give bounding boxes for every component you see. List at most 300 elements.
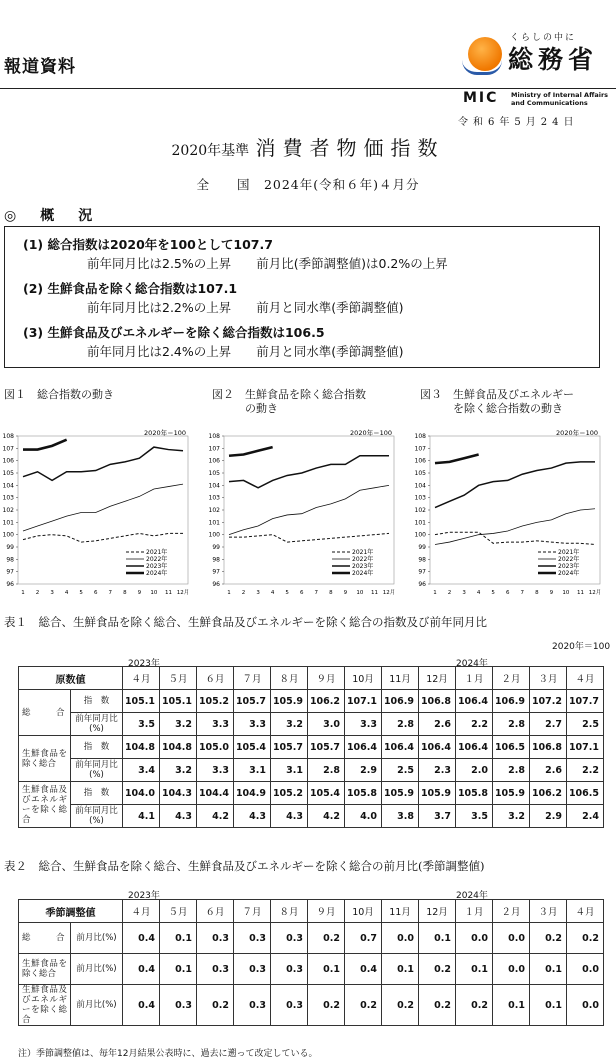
y-tick-label: 106 xyxy=(414,457,426,465)
summary-item-1 xyxy=(23,235,273,253)
x-tick-label: 10 xyxy=(150,590,158,596)
table-cell: 3.1 xyxy=(271,759,308,782)
column-header: １月 xyxy=(456,667,493,690)
table-cell: 107.1 xyxy=(345,690,382,713)
table-cell: 104.0 xyxy=(123,782,160,805)
x-tick-label: 6 xyxy=(505,590,510,596)
table-cell: 2.7 xyxy=(530,713,567,736)
table-cell: 0.2 xyxy=(345,985,382,1026)
table-cell: 106.2 xyxy=(530,782,567,805)
fig2-caption-line-1: 図２ 生鮮食品を除く総合指数 xyxy=(212,388,366,401)
x-tick-label: 11 xyxy=(370,590,378,596)
x-tick-label: 9 xyxy=(549,590,554,596)
y-tick-label: 103 xyxy=(208,494,220,502)
legend-label: 2021年 xyxy=(146,549,168,556)
ministry-name: 総務省 xyxy=(508,45,599,74)
series-line-2021年 xyxy=(229,533,389,542)
fig3-caption xyxy=(420,388,574,416)
x-tick-label: 8 xyxy=(535,590,539,596)
table-cell: 2.2 xyxy=(567,759,604,782)
table-cell: 105.1 xyxy=(160,690,197,713)
table-cell: 106.4 xyxy=(382,736,419,759)
title-base: 2020年基準 xyxy=(171,143,250,159)
y-tick-label: 104 xyxy=(2,482,14,490)
legend-label: 2021年 xyxy=(352,549,374,556)
table1-caption: 表１ 総合、生鮮食品を除く総合、生鮮食品及びエネルギーを除く総合の指数及び前年同月比 xyxy=(4,615,487,629)
x-tick-label: 12月 xyxy=(382,590,396,596)
y-tick-label: 98 xyxy=(6,556,14,564)
table-cell: 0.2 xyxy=(530,923,567,954)
x-tick-label: 9 xyxy=(343,590,348,596)
column-header: 10月 xyxy=(345,667,382,690)
x-tick-label: 6 xyxy=(93,590,98,596)
y-tick-label: 96 xyxy=(212,581,220,588)
table1-year-2023: 2023年 xyxy=(128,659,160,669)
y-tick-label: 105 xyxy=(2,470,14,477)
table-cell: 0.3 xyxy=(197,923,234,954)
table-cell: 0.3 xyxy=(234,954,271,985)
table-cell: 0.4 xyxy=(123,923,160,954)
table-cell: 3.2 xyxy=(160,713,197,736)
x-tick-label: 8 xyxy=(123,590,127,596)
x-tick-label: 3 xyxy=(256,590,260,596)
legend-label: 2024年 xyxy=(352,570,374,577)
y-tick-label: 106 xyxy=(208,457,220,465)
header-divider xyxy=(0,88,616,89)
table-cell: 0.3 xyxy=(234,985,271,1026)
summary-main: 生鮮食品を除く総合指数は107.1 xyxy=(47,281,238,296)
title-main: 消費者物価指数 xyxy=(255,136,445,160)
summary-item-2 xyxy=(23,279,237,297)
legend-label: 2023年 xyxy=(146,563,168,570)
table-cell: 3.3 xyxy=(197,759,234,782)
table-cell: 3.4 xyxy=(123,759,160,782)
y-tick-label: 99 xyxy=(6,544,14,551)
x-tick-label: 12月 xyxy=(588,590,602,596)
column-header: ７月 xyxy=(234,667,271,690)
table2-caption: 表２ 総合、生鮮食品を除く総合、生鮮食品及びエネルギーを除く総合の前月比(季節調整値) xyxy=(4,859,485,873)
page-subtitle: 全 国 2024年(令和６年)４月分 xyxy=(196,177,420,192)
table-cell: 106.5 xyxy=(493,736,530,759)
summary-num: (2) xyxy=(23,281,44,296)
y-tick-label: 102 xyxy=(208,507,220,514)
table-cell: 2.6 xyxy=(530,759,567,782)
x-tick-label: 1 xyxy=(21,590,25,596)
table-cell: 3.3 xyxy=(234,713,271,736)
table-corner: 季節調整値 xyxy=(19,900,123,923)
row-label: 前月比(%) xyxy=(71,954,123,985)
table-cell: 104.8 xyxy=(160,736,197,759)
summary-detail-3: 前年同月比は2.4%の上昇 前月と同水準(季節調整値) xyxy=(87,344,404,359)
summary-item-3 xyxy=(23,323,325,341)
x-tick-label: 2 xyxy=(447,590,452,596)
table-cell: 106.2 xyxy=(308,690,345,713)
y-tick-label: 101 xyxy=(2,519,14,527)
table-corner: 原数値 xyxy=(19,667,123,690)
table-row xyxy=(19,736,604,759)
y-tick-label: 106 xyxy=(2,457,14,465)
table-cell: 3.8 xyxy=(382,805,419,828)
fig2-caption-line-2: の動き xyxy=(212,402,278,415)
x-tick-label: 9 xyxy=(137,590,142,596)
x-tick-label: 7 xyxy=(314,590,319,596)
y-tick-label: 98 xyxy=(418,556,426,564)
table-cell: 4.3 xyxy=(271,805,308,828)
column-header: ５月 xyxy=(160,667,197,690)
column-header: ３月 xyxy=(530,667,567,690)
y-tick-label: 99 xyxy=(212,544,220,551)
y-tick-label: 107 xyxy=(414,445,426,453)
table-cell: 105.2 xyxy=(271,782,308,805)
y-tick-label: 104 xyxy=(208,482,220,490)
row-label: 指 数 xyxy=(71,782,123,805)
table-row xyxy=(19,985,604,1026)
table-cell: 106.4 xyxy=(456,690,493,713)
chart-fig1 xyxy=(0,428,200,600)
table-cell: 0.2 xyxy=(197,985,234,1026)
page-title xyxy=(0,132,616,161)
table-cell: 2.0 xyxy=(456,759,493,782)
legend-label: 2024年 xyxy=(558,570,580,577)
x-tick-label: 5 xyxy=(285,590,289,596)
series-line-2021年 xyxy=(435,532,595,544)
table-cell: 105.7 xyxy=(234,690,271,713)
row-group-label: 生鮮食品を除く総合 xyxy=(19,736,71,782)
table-cell: 3.5 xyxy=(123,713,160,736)
table-cell: 106.8 xyxy=(419,690,456,713)
summary-num: (3) xyxy=(23,325,44,340)
row-label: 指 数 xyxy=(71,690,123,713)
x-tick-label: 12月 xyxy=(176,590,190,596)
table-cell: 105.8 xyxy=(345,782,382,805)
table-cell: 3.2 xyxy=(160,759,197,782)
base-note: 2020年＝100 xyxy=(144,429,186,437)
table2 xyxy=(18,899,604,1026)
table1 xyxy=(18,666,604,828)
table-cell: 0.1 xyxy=(308,954,345,985)
logo-swoosh-icon xyxy=(462,60,502,75)
table-cell: 4.0 xyxy=(345,805,382,828)
row-label: 指 数 xyxy=(71,736,123,759)
y-tick-label: 103 xyxy=(2,494,14,502)
x-tick-label: 10 xyxy=(356,590,364,596)
ministry-tagline: くらしの中に xyxy=(510,33,577,43)
table-cell: 0.1 xyxy=(530,985,567,1026)
series-line-2023年 xyxy=(23,447,183,480)
legend-label: 2022年 xyxy=(558,556,580,563)
y-tick-label: 98 xyxy=(212,556,220,564)
summary-num: (1) xyxy=(23,237,44,252)
table-cell: 107.2 xyxy=(530,690,567,713)
x-tick-label: 2 xyxy=(241,590,246,596)
document-type: 報道資料 xyxy=(4,57,76,77)
table-cell: 2.8 xyxy=(382,713,419,736)
table-cell: 105.9 xyxy=(493,782,530,805)
table-cell: 0.1 xyxy=(160,954,197,985)
table-cell: 4.2 xyxy=(197,805,234,828)
table-cell: 105.4 xyxy=(308,782,345,805)
x-tick-label: 4 xyxy=(64,590,69,596)
table-row xyxy=(19,690,604,713)
table-cell: 4.3 xyxy=(160,805,197,828)
legend-label: 2023年 xyxy=(558,563,580,570)
column-header: ９月 xyxy=(308,900,345,923)
table-cell: 105.8 xyxy=(456,782,493,805)
table-cell: 0.0 xyxy=(493,923,530,954)
y-tick-label: 97 xyxy=(6,568,14,576)
table-cell: 4.3 xyxy=(234,805,271,828)
summary-heading: ◎ 概 況 xyxy=(4,208,98,224)
table-cell: 4.2 xyxy=(308,805,345,828)
column-header: ４月 xyxy=(123,667,160,690)
table-cell: 0.2 xyxy=(382,985,419,1026)
table-cell: 3.2 xyxy=(271,713,308,736)
table-cell: 0.4 xyxy=(123,985,160,1026)
table-cell: 106.9 xyxy=(493,690,530,713)
y-tick-label: 100 xyxy=(208,531,220,539)
series-line-2024年 xyxy=(229,447,273,456)
table-cell: 0.1 xyxy=(382,954,419,985)
table-cell: 105.7 xyxy=(308,736,345,759)
series-line-2023年 xyxy=(435,462,595,508)
row-group-label: 生鮮食品及びエネルギーを除く総合 xyxy=(19,985,71,1026)
table-cell: 0.3 xyxy=(271,923,308,954)
legend-label: 2022年 xyxy=(352,556,374,563)
y-tick-label: 97 xyxy=(418,568,426,576)
table-row xyxy=(19,782,604,805)
series-line-2024年 xyxy=(435,455,479,464)
table-cell: 3.7 xyxy=(419,805,456,828)
table-row xyxy=(19,954,604,985)
table-row xyxy=(19,805,604,828)
chart-fig2 xyxy=(206,428,406,600)
row-label: 前月比(%) xyxy=(71,985,123,1026)
table-cell: 2.9 xyxy=(530,805,567,828)
y-tick-label: 105 xyxy=(414,470,426,477)
x-tick-label: 2 xyxy=(35,590,40,596)
table-cell: 106.9 xyxy=(382,690,419,713)
row-group-label: 生鮮食品及びエネルギーを除く総合 xyxy=(19,782,71,828)
x-tick-label: 10 xyxy=(562,590,570,596)
table-row xyxy=(19,759,604,782)
table-cell: 105.4 xyxy=(234,736,271,759)
column-header: 11月 xyxy=(382,667,419,690)
fig2-caption xyxy=(212,388,366,416)
fig3-caption-line-1: 図３ 生鮮食品及びエネルギー xyxy=(420,388,574,401)
y-tick-label: 100 xyxy=(414,531,426,539)
table-cell: 105.9 xyxy=(382,782,419,805)
x-tick-label: 3 xyxy=(462,590,466,596)
series-line-2022年 xyxy=(23,484,183,531)
table-cell: 105.2 xyxy=(197,690,234,713)
table-cell: 0.1 xyxy=(493,985,530,1026)
summary-detail-2: 前年同月比は2.2%の上昇 前月と同水準(季節調整値) xyxy=(87,300,404,315)
legend-label: 2024年 xyxy=(146,570,168,577)
column-header: 12月 xyxy=(419,667,456,690)
table2-year-2023: 2023年 xyxy=(128,891,160,901)
column-header: ６月 xyxy=(197,900,234,923)
base-note: 2020年＝100 xyxy=(556,429,598,437)
column-header: ４月 xyxy=(567,900,604,923)
table-cell: 2.2 xyxy=(456,713,493,736)
x-tick-label: 5 xyxy=(491,590,495,596)
column-header: ４月 xyxy=(567,667,604,690)
y-tick-label: 102 xyxy=(2,507,14,514)
table-row xyxy=(19,923,604,954)
table2-year-2024: 2024年 xyxy=(456,891,488,901)
row-group-label: 生鮮食品を除く総合 xyxy=(19,954,71,985)
column-header: ４月 xyxy=(123,900,160,923)
base-note: 2020年＝100 xyxy=(350,429,392,437)
mic-english-line-1: Ministry of Internal Affairs xyxy=(511,91,609,99)
row-label: 前年同月比(%) xyxy=(71,759,123,782)
table-cell: 105.7 xyxy=(271,736,308,759)
column-header: 12月 xyxy=(419,900,456,923)
table1-year-2024: 2024年 xyxy=(456,659,488,669)
table-cell: 2.8 xyxy=(493,759,530,782)
y-tick-label: 107 xyxy=(2,445,14,453)
table-cell: 2.6 xyxy=(419,713,456,736)
table-cell: 107.7 xyxy=(567,690,604,713)
table-cell: 104.8 xyxy=(123,736,160,759)
column-header: 11月 xyxy=(382,900,419,923)
column-header: １月 xyxy=(456,900,493,923)
x-tick-label: 11 xyxy=(576,590,584,596)
x-tick-label: 4 xyxy=(476,590,481,596)
table-cell: 2.8 xyxy=(308,759,345,782)
column-header: 10月 xyxy=(345,900,382,923)
series-line-2024年 xyxy=(23,440,67,450)
table-cell: 2.5 xyxy=(567,713,604,736)
table-cell: 0.3 xyxy=(234,923,271,954)
x-tick-label: 1 xyxy=(227,590,231,596)
column-header: ２月 xyxy=(493,667,530,690)
table-cell: 104.3 xyxy=(160,782,197,805)
x-tick-label: 5 xyxy=(79,590,83,596)
series-line-2023年 xyxy=(229,456,389,488)
summary-main: 生鮮食品及びエネルギーを除く総合指数は106.5 xyxy=(47,325,325,340)
x-tick-label: 6 xyxy=(299,590,304,596)
y-tick-label: 107 xyxy=(208,445,220,453)
mic-english-line-2: and Communications xyxy=(511,99,588,107)
row-label: 前月比(%) xyxy=(71,923,123,954)
y-tick-label: 100 xyxy=(2,531,14,539)
mic-english xyxy=(511,91,608,107)
table-cell: 0.4 xyxy=(123,954,160,985)
summary-main: 総合指数は2020年を100として107.7 xyxy=(47,237,273,252)
table-cell: 105.9 xyxy=(419,782,456,805)
table-cell: 0.2 xyxy=(419,954,456,985)
y-tick-label: 96 xyxy=(418,581,426,588)
y-tick-label: 101 xyxy=(208,519,220,527)
y-tick-label: 108 xyxy=(2,433,14,440)
column-header: ２月 xyxy=(493,900,530,923)
table-cell: 2.8 xyxy=(493,713,530,736)
series-line-2022年 xyxy=(229,485,389,534)
table-cell: 0.0 xyxy=(382,923,419,954)
table-cell: 0.0 xyxy=(567,954,604,985)
table-cell: 2.3 xyxy=(419,759,456,782)
table-cell: 106.4 xyxy=(345,736,382,759)
table-cell: 0.3 xyxy=(271,954,308,985)
table-row xyxy=(19,713,604,736)
mic-label: MIC xyxy=(463,90,499,106)
table-cell: 105.9 xyxy=(271,690,308,713)
table-cell: 106.4 xyxy=(456,736,493,759)
table-cell: 0.1 xyxy=(160,923,197,954)
legend-label: 2023年 xyxy=(352,563,374,570)
y-tick-label: 96 xyxy=(6,581,14,588)
table-header-row xyxy=(19,667,604,690)
x-tick-label: 3 xyxy=(50,590,54,596)
row-group-label: 総 合 xyxy=(19,690,71,736)
table-cell: 0.0 xyxy=(456,923,493,954)
table-cell: 3.3 xyxy=(345,713,382,736)
table-cell: 0.3 xyxy=(197,954,234,985)
column-header: ７月 xyxy=(234,900,271,923)
table-cell: 0.4 xyxy=(345,954,382,985)
y-tick-label: 103 xyxy=(414,494,426,502)
fig3-caption-line-2: を除く総合指数の動き xyxy=(420,402,563,415)
y-tick-label: 97 xyxy=(212,568,220,576)
table-cell: 105.0 xyxy=(197,736,234,759)
table1-unit: 2020年＝100 xyxy=(552,642,611,652)
legend-label: 2022年 xyxy=(146,556,168,563)
table-cell: 3.0 xyxy=(308,713,345,736)
table-cell: 106.5 xyxy=(567,782,604,805)
table-cell: 3.5 xyxy=(456,805,493,828)
table-cell: 104.9 xyxy=(234,782,271,805)
fig1-caption: 図１ 総合指数の動き xyxy=(4,388,114,401)
table-cell: 0.2 xyxy=(308,985,345,1026)
x-tick-label: 4 xyxy=(270,590,275,596)
table-cell: 0.2 xyxy=(308,923,345,954)
row-group-label: 総 合 xyxy=(19,923,71,954)
y-tick-label: 99 xyxy=(418,544,426,551)
table-cell: 0.7 xyxy=(345,923,382,954)
x-tick-label: 11 xyxy=(164,590,172,596)
table-cell: 106.8 xyxy=(530,736,567,759)
column-header: ８月 xyxy=(271,667,308,690)
column-header: ８月 xyxy=(271,900,308,923)
column-header: ９月 xyxy=(308,667,345,690)
table-cell: 104.4 xyxy=(197,782,234,805)
summary-detail-1: 前年同月比は2.5%の上昇 前月比(季節調整値)は0.2%の上昇 xyxy=(87,256,448,271)
table-cell: 2.9 xyxy=(345,759,382,782)
table-cell: 4.1 xyxy=(123,805,160,828)
y-tick-label: 102 xyxy=(414,507,426,514)
row-label: 前年同月比(%) xyxy=(71,713,123,736)
release-date: 令和6年5月24日 xyxy=(458,117,579,128)
table-cell: 0.1 xyxy=(530,954,567,985)
column-header: ３月 xyxy=(530,900,567,923)
table-cell: 0.2 xyxy=(419,985,456,1026)
table-cell: 2.4 xyxy=(567,805,604,828)
y-tick-label: 108 xyxy=(208,433,220,440)
y-tick-label: 101 xyxy=(414,519,426,527)
table-cell: 3.3 xyxy=(197,713,234,736)
x-tick-label: 1 xyxy=(433,590,437,596)
column-header: ６月 xyxy=(197,667,234,690)
column-header: ５月 xyxy=(160,900,197,923)
table-cell: 107.1 xyxy=(567,736,604,759)
summary-box xyxy=(4,226,600,368)
table-cell: 106.4 xyxy=(419,736,456,759)
chart-fig3 xyxy=(412,428,612,600)
table-cell: 0.0 xyxy=(493,954,530,985)
series-line-2021年 xyxy=(23,533,183,542)
y-tick-label: 105 xyxy=(208,470,220,477)
